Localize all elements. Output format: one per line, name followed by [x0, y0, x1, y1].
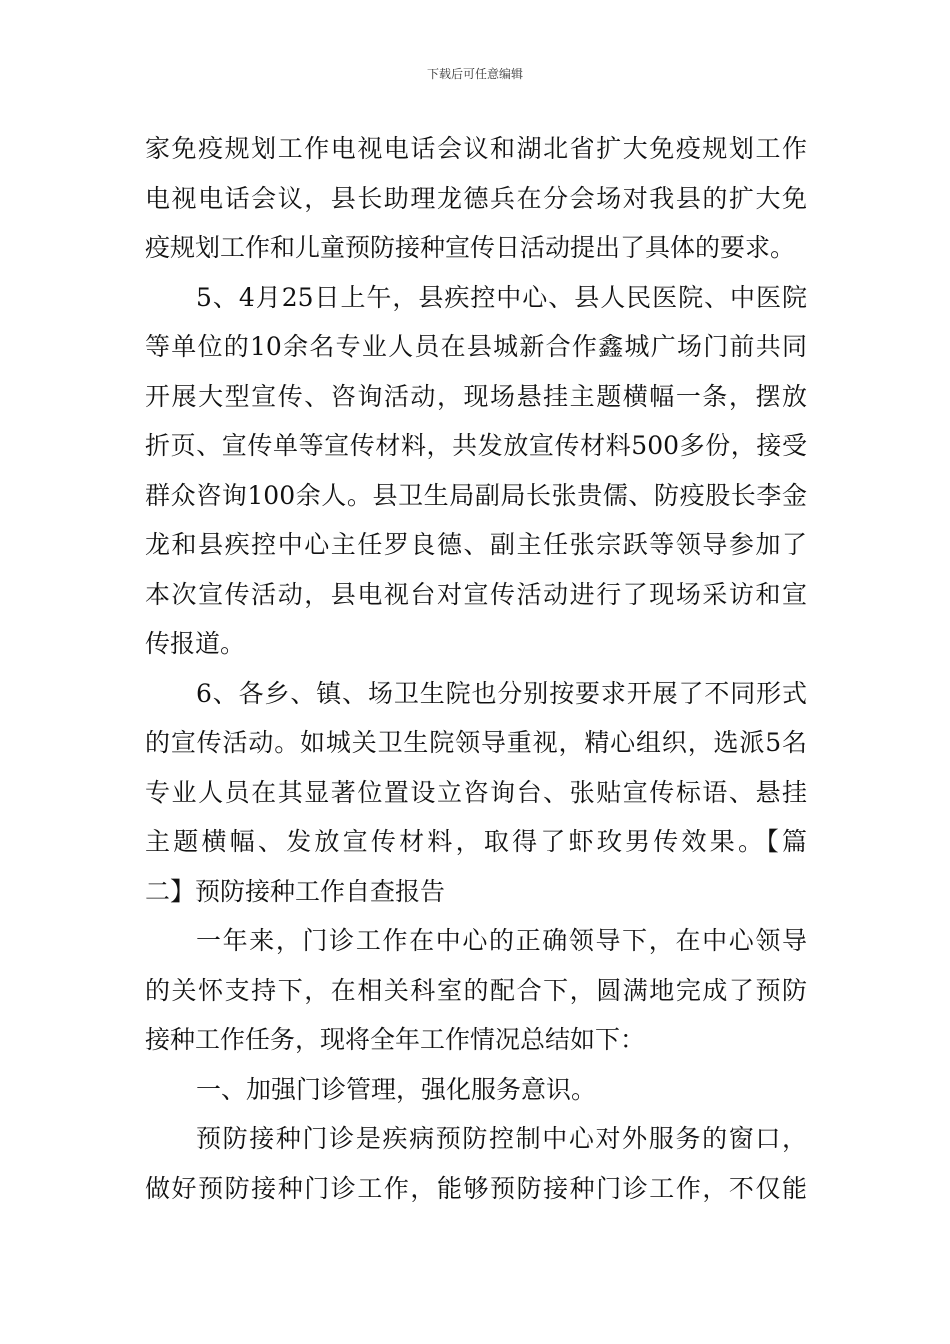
text-line: 主题横幅、发放宣传材料，取得了虾玫男传效果。【篇 [145, 827, 807, 856]
text-line: 做好预防接种门诊工作，能够预防接种门诊工作，不仅能 [145, 1173, 807, 1203]
text-line: 的关怀支持下，在相关科室的配合下，圆满地完成了预防 [145, 975, 807, 1005]
page-header-note: 下载后可任意编辑 [426, 67, 523, 81]
text-line: 6、各乡、镇、场卫生院也分别按要求开展了不同形式 [196, 678, 807, 708]
text-line: 折页、宣传单等宣传材料，共发放宣传材料500多份，接受 [145, 431, 807, 460]
text-line: 等单位的10余名专业人员在县城新合作鑫城广场门前共同 [145, 332, 807, 361]
text-line: 家免疫规划工作电视电话会议和湖北省扩大免疫规划工作 [145, 134, 807, 163]
text-line: 预防接种门诊是疾病预防控制中心对外服务的窗口， [196, 1124, 807, 1153]
text-line: 接种工作任务，现将全年工作情况总结如下： [145, 1025, 646, 1054]
text-line: 专业人员在其显著位置设立咨询台、张贴宣传标语、悬挂 [145, 777, 807, 807]
text-line: 群众咨询100余人。县卫生局副局长张贵儒、防疫股长李金 [145, 480, 807, 510]
text-line: 疫规划工作和儿童预防接种宣传日活动提出了具体的要求。 [145, 233, 796, 262]
text-line: 开展大型宣传、咨询活动，现场悬挂主题横幅一条，摆放 [145, 381, 807, 411]
text-line: 传报道。 [145, 629, 246, 658]
text-line: 二】预防接种工作自查报告 [145, 876, 446, 906]
text-line: 5、4月25日上午，县疾控中心、县人民医院、中医院 [196, 282, 807, 312]
text-line: 本次宣传活动，县电视台对宣传活动进行了现场采访和宣 [145, 579, 807, 609]
text-line: 一、加强门诊管理，强化服务意识。 [196, 1074, 597, 1104]
text-line: 龙和县疾控中心主任罗良德、副主任张宗跃等领导参加了 [145, 530, 807, 559]
text-line: 的宣传活动。如城关卫生院领导重视，精心组织，选派5名 [145, 728, 807, 757]
text-line: 一年来，门诊工作在中心的正确领导下，在中心领导 [196, 926, 807, 955]
text-line: 电视电话会议，县长助理龙德兵在分会场对我县的扩大免 [145, 183, 807, 213]
document-body [145, 124, 807, 1213]
